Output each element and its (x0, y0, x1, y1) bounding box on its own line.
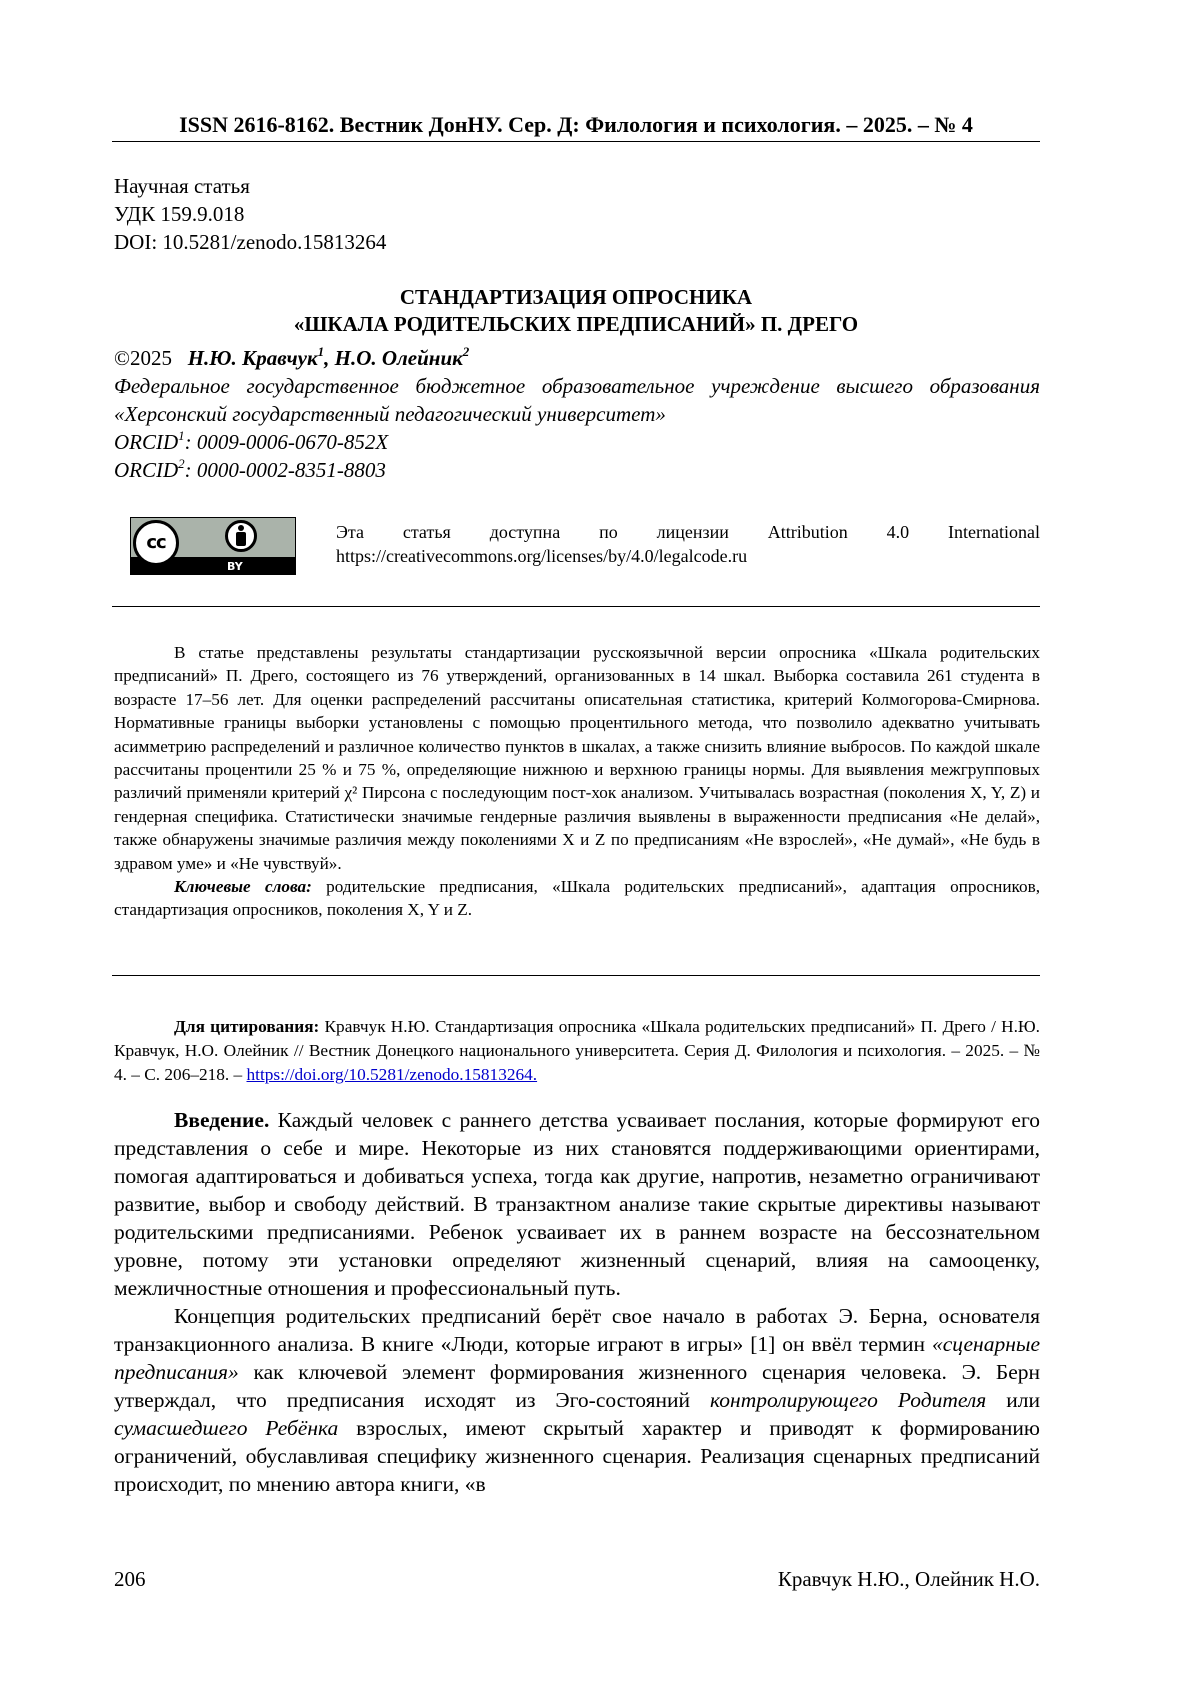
divider-bottom (112, 975, 1040, 976)
concept-term-1: «сценарные предписания» (114, 1332, 1040, 1384)
author-2: Н.О. Олейник (334, 346, 463, 370)
author-1-sup: 1 (317, 344, 325, 359)
cc-icon-text: cc (146, 532, 166, 553)
footer-authors: Кравчук Н.Ю., Олейник Н.О. (777, 1567, 1040, 1591)
concept-text-d: взрослых, имеют скрытый характер и приводят к формированию ограничений, обуславливая специфику жизненного сценария. Реализация сценарных предписаний происходит, по мнению автора книги, «в (114, 1416, 1040, 1496)
abstract (114, 641, 1040, 922)
orcid-value: : 0000-0002-8351-8803 (184, 458, 386, 482)
authors-line (114, 344, 469, 372)
journal-header: ISSN 2616-8162. Вестник ДонНУ. Сер. Д: Филология и психология. – 2025. – № 4 (112, 112, 1040, 142)
abstract-text: В статье представлены результаты стандартизации русскоязычной версии опросника «Шкала родительских предписаний» П. Дрего, состоящего из 76 утверждений, организованных в 14 шкал. Выборка составила 261 студента в возрасте 17–56 лет. Для оценки распределений рассчитаны описательная статистика, критерий Колмогорова-Смирнова. Нормативные границы выборки установлены с помощью процентильного метода, что позволило адекватно учитывать асимметрию распределений и различное количество пунктов в шкалах, а также снизить влияние выбросов. По каждой шкале рассчитаны процентили 25 % и 75 %, определяющие нижнюю и верхнюю границы нормы. Для выявления межгрупповых различий применяли критерий χ² Пирсона с последующим пост-хок анализом. Учитывалась возрастная (поколения X, Y, Z) и гендерная специфика. Статистически значимые гендерные различия выявлены в выраженности предписания «Не делай», также обнаружены значимые различия между поколениями X и Z по предписаниям «Не взрослей», «Не думай», «Не будь в здравом уме» и «Не чувствуй». (114, 643, 1040, 873)
keywords-list: родительские предписания, «Шкала родительских предписаний», адаптация опросников, стандартизация опросников, поколения X, Y и Z. (114, 877, 1040, 920)
article-meta (114, 172, 386, 256)
cc-icon (133, 520, 179, 566)
citation-text: Кравчук Н.Ю. Стандартизация опросника «Шкала родительских предписаний» П. Дрего / Н.Ю. Кравчук, Н.О. Олейник // Вестник Донецкого национального университета. Серия Д. Филология и психология. – 2025. – № 4. – С. 206–218. – (114, 1017, 1040, 1084)
orcid-sup: 1 (178, 428, 185, 443)
author-2-sup: 2 (462, 344, 470, 359)
keywords (114, 875, 1040, 922)
doi: DOI: 10.5281/zenodo.15813264 (114, 230, 387, 254)
license-url[interactable]: https://creativecommons.org/licenses/by/4.0/legalcode.ru (336, 546, 748, 566)
orcid-2 (114, 456, 388, 484)
concept-term-2: контролирующего Родителя (710, 1388, 987, 1412)
title-line-2: «ШКАЛА РОДИТЕЛЬСКИХ ПРЕДПИСАНИЙ» П. ДРЕГО (293, 312, 859, 336)
keywords-label: Ключевые слова: (174, 877, 312, 897)
concept-term-3: сумасшедшего Ребёнка (114, 1416, 339, 1440)
cc-by-badge (130, 517, 296, 575)
copyright-year: ©2025 (114, 346, 172, 370)
concept-text-a: Концепция родительских предписаний берёт свое начало в работах Э. Берна, основателя транзакционного анализа. В книге «Люди, которые играют в игры» [1] он ввёл термин (114, 1304, 1040, 1356)
orcid-1 (114, 428, 388, 456)
orcid-value: : 0009-0006-0670-852X (184, 430, 389, 454)
by-label: BY (227, 560, 243, 573)
license-notice (336, 520, 1040, 568)
orcid-label: ORCID (114, 430, 179, 454)
doi-link[interactable]: https://doi.org/10.5281/zenodo.15813264. (246, 1065, 538, 1084)
title-line-1: СТАНДАРТИЗАЦИЯ ОПРОСНИКА (399, 285, 753, 309)
page-number: 206 (114, 1567, 146, 1591)
author-names (188, 346, 470, 370)
author-1: Н.Ю. Кравчук (187, 346, 318, 370)
article-body (114, 1106, 1040, 1498)
concept-text-c: или (986, 1388, 1040, 1412)
paragraph-concept (114, 1302, 1040, 1498)
affiliation: Федеральное государственное бюджетное образовательное учреждение высшего образования «Херсонский государственный педагогический университет» (114, 374, 1040, 426)
attribution-person-icon (221, 520, 261, 554)
author-separator: , (324, 346, 335, 370)
citation-label: Для цитирования: (174, 1017, 320, 1036)
orcid-label: ORCID (114, 458, 179, 482)
concept-text-b: как ключевой элемент формирования жизненного сценария человека. Э. Берн утверждал, что предписания исходят из Эго-состояний (114, 1360, 1040, 1412)
orcid-list (114, 428, 388, 484)
license-text: Эта статья доступна по лицензии Attribution 4.0 International (336, 522, 1040, 542)
paragraph-intro (114, 1106, 1040, 1302)
citation-block (114, 1015, 1040, 1087)
udk-code: УДК 159.9.018 (114, 202, 245, 226)
orcid-sup: 2 (178, 456, 185, 471)
intro-heading: Введение. (174, 1108, 270, 1132)
article-type: Научная статья (114, 174, 250, 198)
article-title (112, 284, 1040, 338)
intro-text: Каждый человек с раннего детства усваивает послания, которые формируют его представления о себе и мире. Некоторые из них становятся поддерживающими ориентирами, помогая адаптироваться и добиваться успеха, тогда как другие, напротив, незаметно ограничивают развитие, выбор и свободу действий. В транзактном анализе такие скрытые директивы называют родительскими предписаниями. Ребенок усваивает их в раннем возрасте на бессознательном уровне, потому эти установки определяют жизненный сценарий, влияя на самооценку, межличностные отношения и профессиональный путь. (114, 1108, 1040, 1300)
divider-top (112, 606, 1040, 607)
